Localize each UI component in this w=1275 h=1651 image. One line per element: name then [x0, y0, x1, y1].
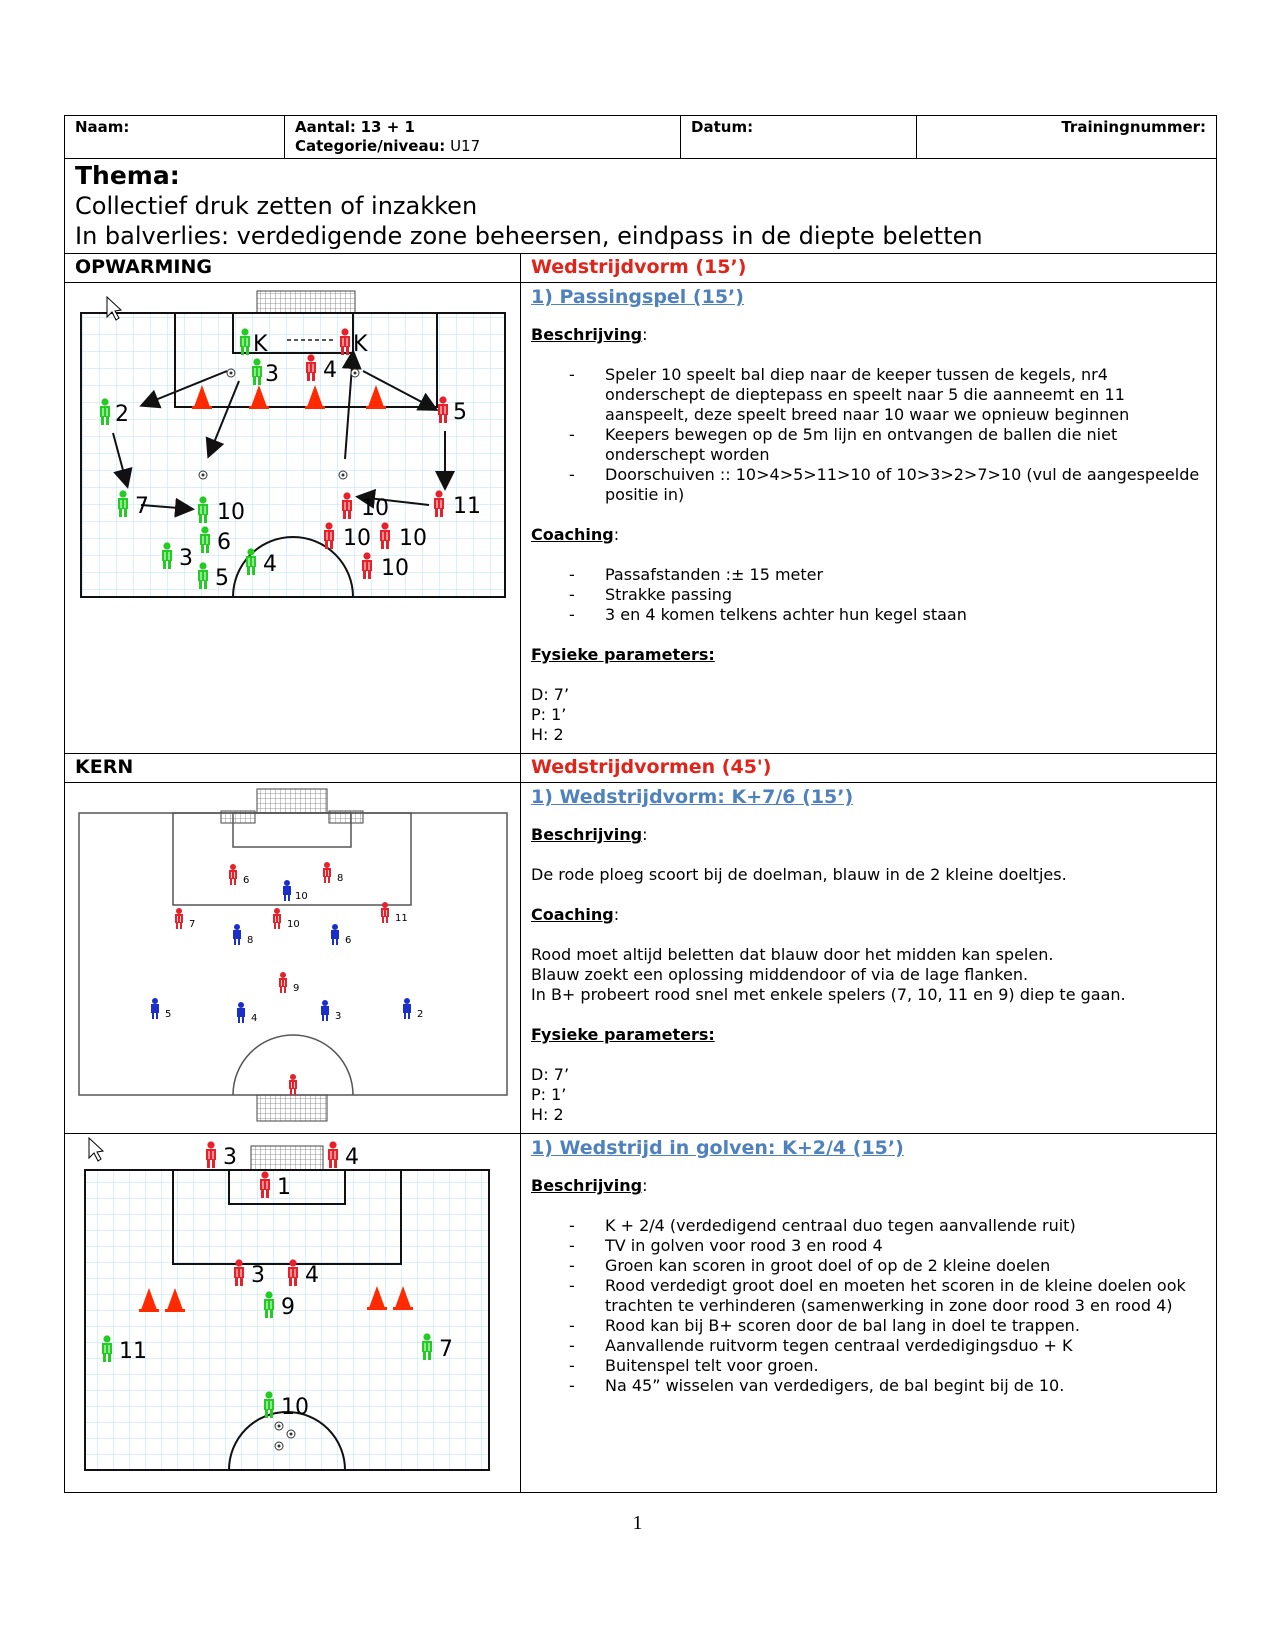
beschrijving-list — [531, 1216, 1206, 1396]
thema-row — [65, 159, 1217, 254]
player-label: K — [253, 332, 268, 357]
fysiek-label: Fysieke parameters: — [531, 1025, 715, 1044]
list-item: - Buitenspel telt voor groen. — [569, 1356, 1206, 1376]
fysiek-d: D: 7’ — [531, 685, 570, 704]
opwarming-label: OPWARMING — [65, 254, 521, 283]
thema-title: Thema: — [75, 161, 180, 190]
player-label: 4 — [323, 358, 337, 383]
list-item: - Passafstanden :± 15 meter — [569, 565, 1206, 585]
passingspel-diagram — [65, 283, 521, 753]
kern-header-row — [65, 754, 1217, 783]
list-item: - Groen kan scoren in groot doel of op de 2 kleine doelen — [569, 1256, 1206, 1276]
player-label: 4 — [345, 1145, 359, 1170]
kern-section-title: Wedstrijdvormen (45') — [521, 754, 1217, 783]
fysiek-label: Fysieke parameters: — [531, 645, 715, 664]
coaching-label: Coaching — [531, 525, 614, 544]
player-label: 10 — [217, 500, 245, 525]
player-label: 3 — [335, 1011, 342, 1022]
list-item: - Rood verdedigt groot doel en moeten het scoren in de kleine doelen ook trachten te verhinderen (samenwerking in zone door rood 3 en rood 4) — [569, 1276, 1206, 1316]
opwarming-text-cell: 1) Passingspel (15’) Beschrijving: - Speler 10 speelt bal diep naar de keeper tussen de kegels, nr4 onderschept de dieptepass en speelt naar 5 die aanneemt en 11 aanspeelt, deze speelt breed naar 10 waar we opnieuw beginnen - Keepers bewegen op de 5m lijn en ontvangen de ballen die niet onderschept worden - Doorschuiven :: 10>4>5>11>10 of 10>3>2>7>10 (vul de aangespeelde positie in) Coaching: - Passafstanden :± 15 meter - Strakke passing - 3 en 4 komen telkens achter hun kegel staan Fysieke parameters: D: 7’ P: 1’ H: 2 — [521, 283, 1217, 754]
player-label: 11 — [395, 913, 408, 924]
player-label: 7 — [439, 1337, 453, 1362]
list-item: - Keepers bewegen op de 5m lijn en ontvangen de ballen die niet onderschept worden — [569, 425, 1206, 465]
player-label: 8 — [247, 935, 254, 946]
player-label: 6 — [345, 935, 352, 946]
player-label: 5 — [215, 566, 229, 591]
player-label: 6 — [243, 875, 250, 886]
pitch-grid — [85, 1170, 489, 1470]
player-label: 7 — [135, 494, 149, 519]
player-label: 2 — [115, 402, 129, 427]
player-label: K — [353, 332, 368, 357]
player-label: 10 — [287, 919, 300, 930]
ball — [199, 471, 207, 479]
golven-diagram — [65, 1134, 521, 1492]
goal-net — [257, 789, 327, 813]
player-label: 7 — [189, 919, 196, 930]
player-red-3 — [206, 1141, 216, 1168]
player-label: 10 — [281, 1395, 309, 1420]
player-label: 9 — [293, 983, 300, 994]
pitch-outline — [79, 813, 507, 1095]
coaching-line: In B+ probeert rood snel met enkele spelers (7, 10, 11 en 9) diep te gaan. — [531, 985, 1126, 1004]
player-label: 10 — [399, 526, 427, 551]
trainingnummer-cell — [917, 116, 1217, 159]
beschrijving-label: Beschrijving — [531, 1176, 643, 1195]
coaching-line: Rood moet altijd beletten dat blauw door het midden kan spelen. — [531, 945, 1054, 964]
fysiek-h: H: 2 — [531, 1105, 564, 1124]
wedstrijdvorm-text-cell: 1) Wedstrijdvorm: K+7/6 (15’) Beschrijving: De rode ploeg scoort bij de doelman, blauw in de 2 kleine doeltjes. Coaching: Rood moet altijd beletten dat blauw door het midden kan spelen. Blauw zoekt een oplossing middendoor of via de lage flanken. In B+ probeert rood snel met enkele spelers (7, 10, 11 en 9) diep te gaan. Fysieke parameters: D: 7’ P: 1’ H: 2 — [521, 783, 1217, 1134]
ball — [227, 369, 235, 377]
wedstrijdvorm-diagram-cell — [65, 783, 521, 1134]
fysiek-d: D: 7’ — [531, 1065, 570, 1084]
opwarming-header-row — [65, 254, 1217, 283]
page-number: 1 — [632, 1512, 643, 1534]
fysiek-p: P: 1’ — [531, 705, 567, 724]
list-item: - Speler 10 speelt bal diep naar de keeper tussen de kegels, nr4 onderschept de dieptepass en speelt naar 5 die aanneemt en 11 aanspeelt, deze speelt breed naar 10 waar we opnieuw beginnen — [569, 365, 1206, 425]
player-label: 11 — [119, 1339, 147, 1364]
beschrijving-list — [531, 365, 1206, 505]
aantal-cell — [285, 116, 681, 159]
categorie-value: U17 — [450, 137, 481, 155]
aantal-label: Aantal: — [295, 118, 356, 136]
fysiek-p: P: 1’ — [531, 1085, 567, 1104]
cursor-icon — [89, 1138, 103, 1161]
aantal-value: 13 + 1 — [360, 118, 415, 136]
training-form — [64, 115, 1217, 1493]
coaching-label: Coaching — [531, 905, 614, 924]
golven-diagram-cell — [65, 1134, 521, 1493]
golven-title: 1) Wedstrijd in golven: K+2/4 (15’) — [531, 1137, 904, 1159]
player-label: 10 — [361, 496, 389, 521]
beschrijving-text: De rode ploeg scoort bij de doelman, blauw in de 2 kleine doeltjes. — [531, 865, 1067, 884]
list-item: - K + 2/4 (verdedigend centraal duo tegen aanvallende ruit) — [569, 1216, 1206, 1236]
passingspel-title: 1) Passingspel (15’) — [531, 286, 744, 308]
ball — [351, 369, 359, 377]
player-label: 3 — [265, 362, 279, 387]
kern-row-1 — [65, 783, 1217, 1134]
header-row — [65, 116, 1217, 159]
opwarming-diagram-cell — [65, 283, 521, 754]
goal-net — [257, 291, 355, 313]
player-label: 10 — [343, 526, 371, 551]
player-label: 10 — [381, 556, 409, 581]
thema-line-2: In balverlies: verdedigende zone beheersen, eindpass in de diepte beletten — [75, 222, 983, 250]
list-item: - 3 en 4 komen telkens achter hun kegel staan — [569, 605, 1206, 625]
list-item: - Rood kan bij B+ scoren door de bal lang in doel te trappen. — [569, 1316, 1206, 1336]
list-item: - TV in golven voor rood 3 en rood 4 — [569, 1236, 1206, 1256]
ball — [275, 1422, 283, 1430]
wedstrijdvorm-title: 1) Wedstrijdvorm: K+7/6 (15’) — [531, 786, 854, 808]
coaching-list — [531, 565, 1206, 625]
datum-cell — [681, 116, 917, 159]
thema-cell — [65, 159, 1217, 254]
list-item: - Aanvallende ruitvorm tegen centraal verdedigingsduo + K — [569, 1336, 1206, 1356]
training-sheet — [64, 115, 1216, 1493]
naam-label: Naam: — [75, 118, 130, 136]
beschrijving-label: Beschrijving — [531, 325, 643, 344]
player-label: 9 — [281, 1295, 295, 1320]
player-label: 1 — [277, 1175, 291, 1200]
player-label: 6 — [217, 530, 231, 555]
player-label: 2 — [417, 1009, 424, 1020]
ball — [339, 471, 347, 479]
player-label: 3 — [179, 546, 193, 571]
player-red-4 — [328, 1141, 338, 1168]
list-item: - Na 45” wisselen van verdedigers, de bal begint bij de 10. — [569, 1376, 1206, 1396]
player-label: 3 — [223, 1145, 237, 1170]
player-label: 4 — [263, 552, 277, 577]
ball — [287, 1430, 295, 1438]
player-label: 4 — [305, 1263, 319, 1288]
datum-label: Datum: — [691, 118, 754, 136]
ball — [275, 1442, 283, 1450]
list-item: - Strakke passing — [569, 585, 1206, 605]
goal-net — [251, 1146, 323, 1170]
golven-text-cell: 1) Wedstrijd in golven: K+2/4 (15’) Beschrijving: - K + 2/4 (verdedigend centraal duo tegen aanvallende ruit) - TV in golven voor rood 3 en rood 4 - Groen kan scoren in groot doel of op de 2 kleine doelen - Rood verdedigt groot doel en moeten het scoren in de kleine doelen ook trachten te verhinderen (samenwerking in zone door rood 3 en rood 4) - Rood kan bij B+ scoren door de bal lang in doel te trappen. - Aanvallende ruitvorm tegen centraal verdedigingsduo + K - Buitenspel telt voor groen. - Na 45” wisselen van verdedigers, de bal begint bij de 10. — [521, 1134, 1217, 1493]
player-label: 5 — [453, 400, 467, 425]
coaching-line: Blauw zoekt een oplossing middendoor of via de lage flanken. — [531, 965, 1029, 984]
kern-label: KERN — [65, 754, 521, 783]
categorie-label: Categorie/niveau: — [295, 137, 446, 155]
wedstrijdvorm-diagram — [65, 783, 521, 1133]
pitch-grid — [81, 313, 505, 597]
player-label: 3 — [251, 1263, 265, 1288]
list-item: - Doorschuiven :: 10>4>5>11>10 of 10>3>2>7>10 (vul de aangespeelde positie in) — [569, 465, 1206, 505]
kern-row-2 — [65, 1134, 1217, 1493]
player-label: 11 — [453, 494, 481, 519]
player-label: 10 — [295, 891, 308, 902]
trainingnummer-label: Trainingnummer: — [1061, 118, 1207, 136]
player-label: 4 — [251, 1013, 258, 1024]
player-label: 8 — [337, 873, 344, 884]
beschrijving-label: Beschrijving — [531, 825, 643, 844]
goal-net-bottom — [257, 1095, 327, 1121]
thema-line-1: Collectief druk zetten of inzakken — [75, 192, 478, 220]
opwarming-section-title: Wedstrijdvorm (15’) — [521, 254, 1217, 283]
opwarming-row — [65, 283, 1217, 754]
naam-cell — [65, 116, 285, 159]
player-label: 5 — [165, 1009, 172, 1020]
fysiek-h: H: 2 — [531, 725, 564, 744]
